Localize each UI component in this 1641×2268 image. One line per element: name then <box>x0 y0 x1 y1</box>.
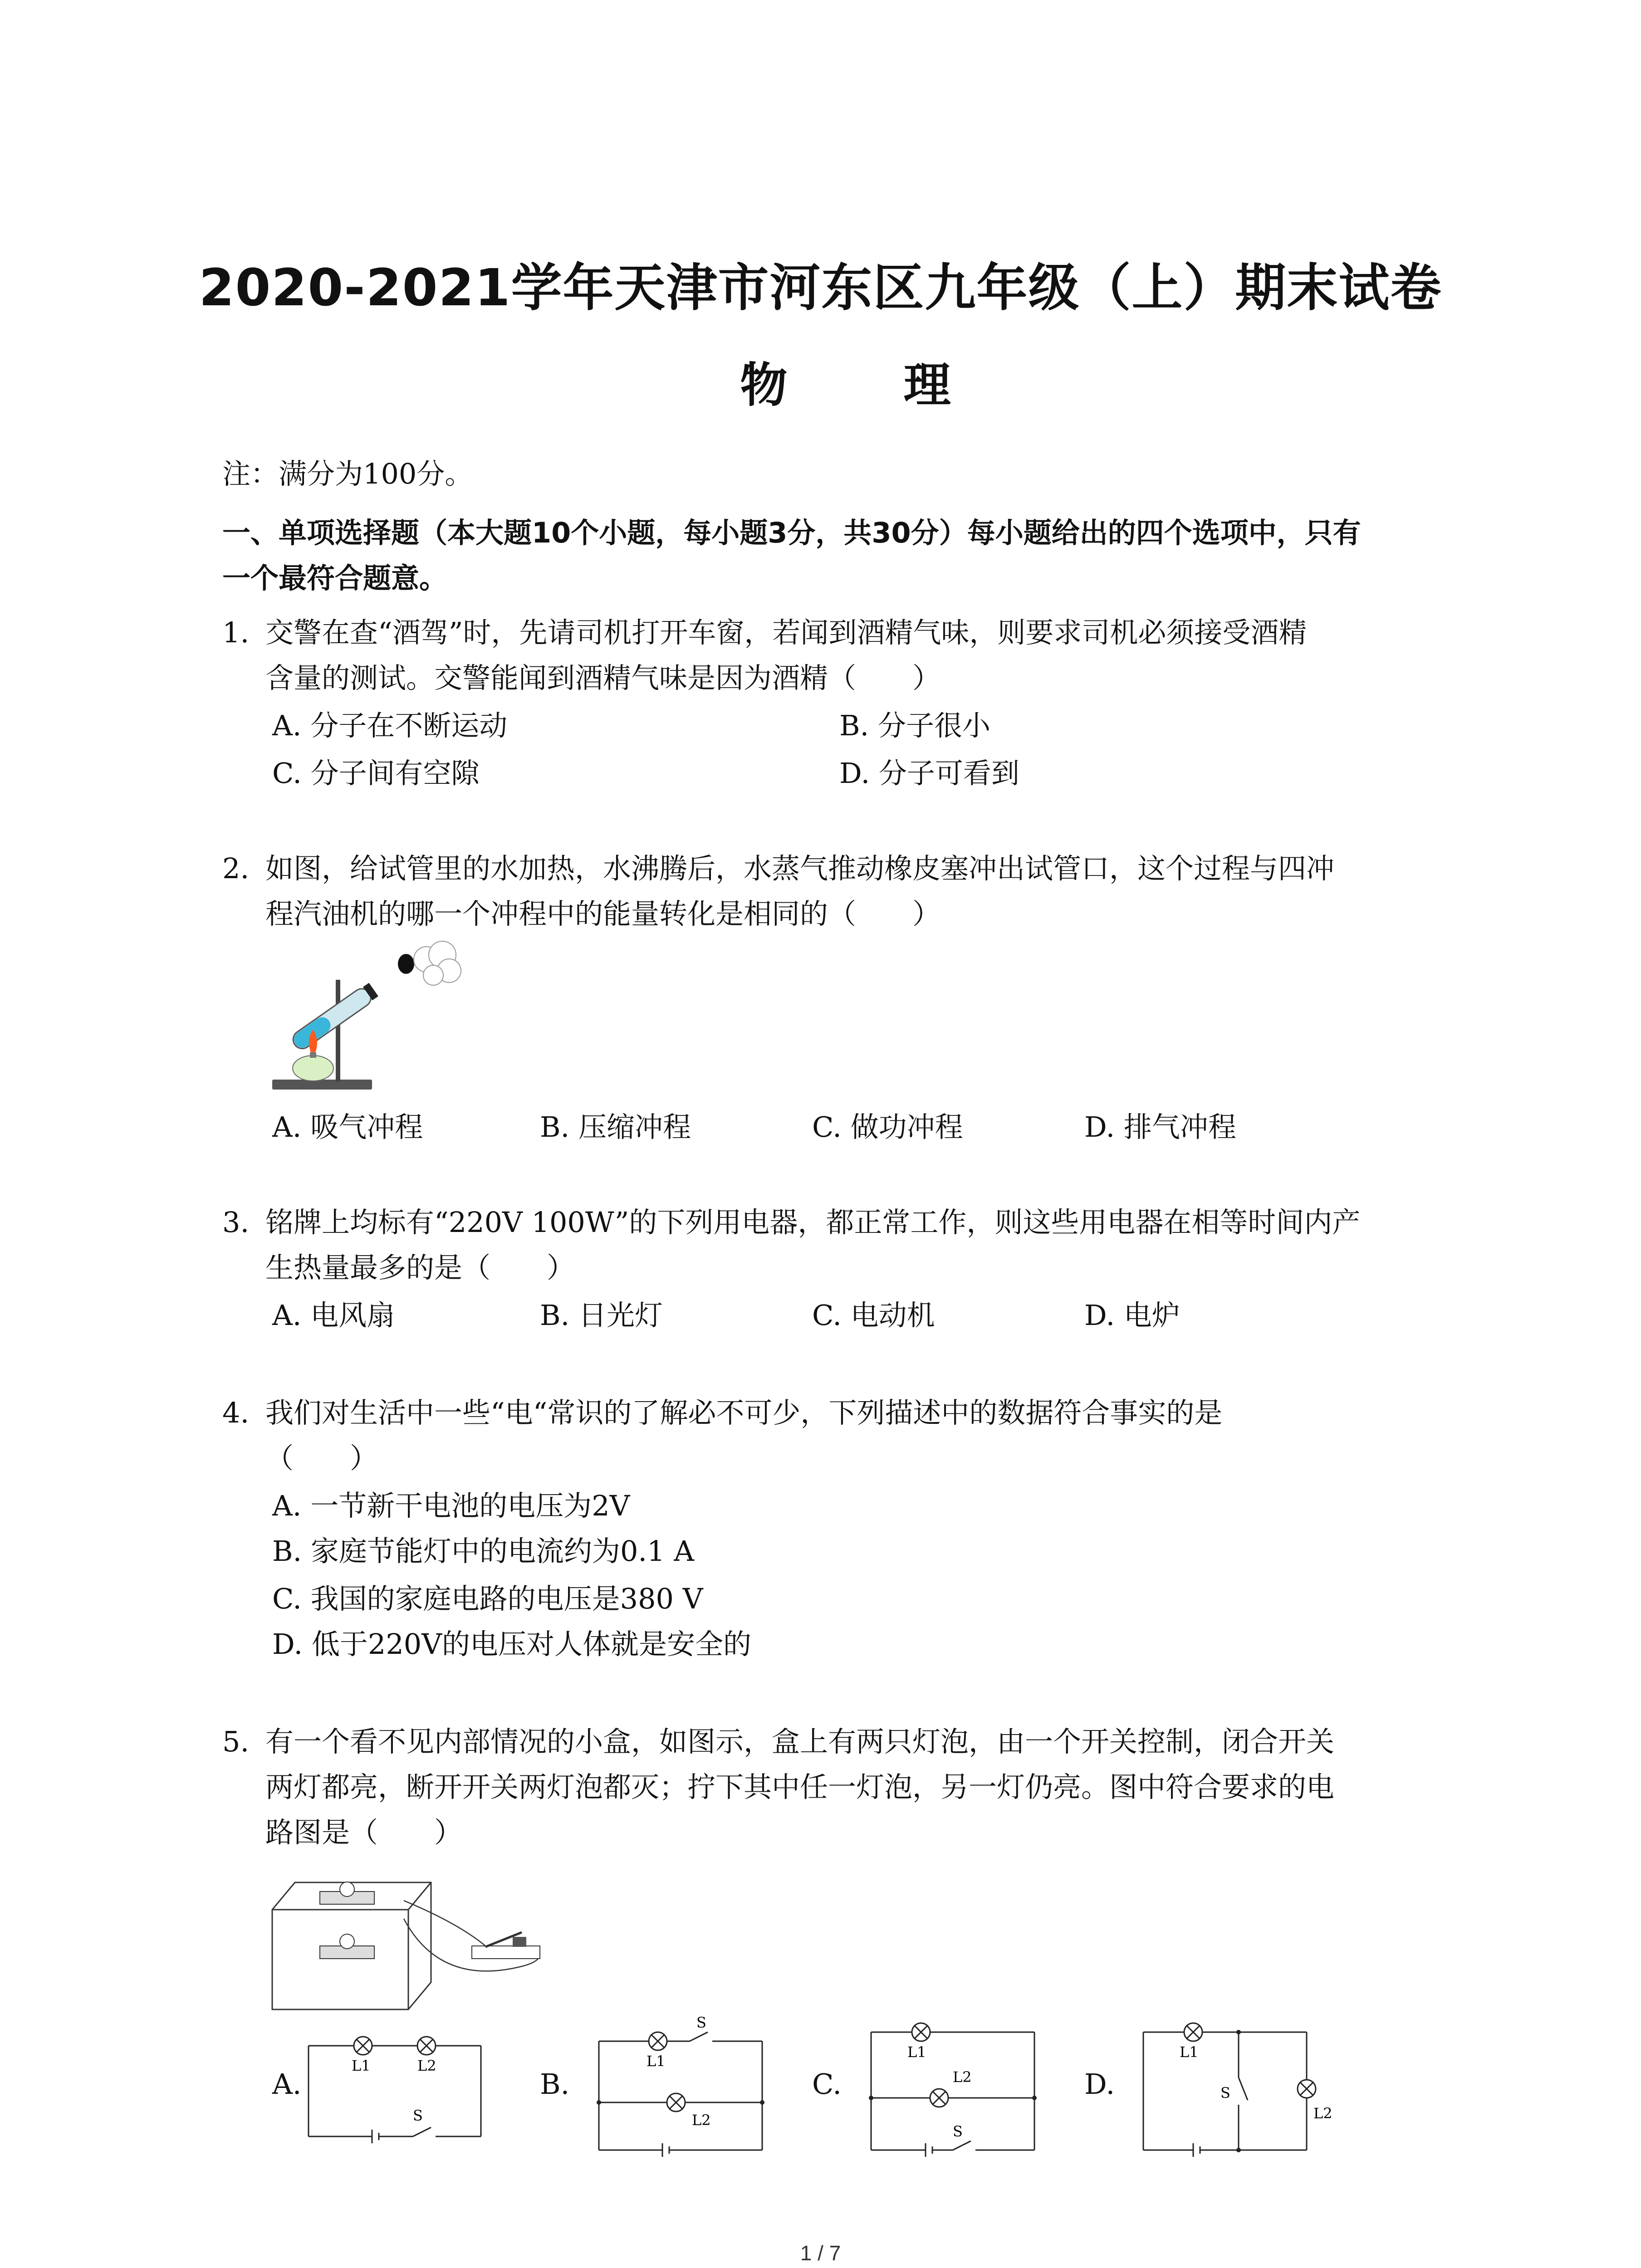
question-number: 1. <box>222 616 250 649</box>
circuit-diagram-c <box>862 2014 1043 2159</box>
label-l1: L1 <box>647 2053 666 2070</box>
label-l2: L2 <box>1313 2105 1332 2122</box>
bulb-box-figure <box>268 1869 558 2014</box>
label-l1: L1 <box>907 2043 926 2061</box>
option-c: C. 分子间有空隙 <box>272 757 480 790</box>
section-heading-line2: 一个最符合题意。 <box>222 562 448 595</box>
option-d: D. 电炉 <box>1084 1299 1180 1332</box>
option-d: D. 分子可看到 <box>839 757 1019 790</box>
question-number: 2. <box>222 852 250 885</box>
option-c: C. 我国的家庭电路的电压是380 V <box>272 1582 703 1615</box>
question-text-line: 有一个看不见内部情况的小盒，如图示，盒上有两只灯泡，由一个开关控制，闭合开关 <box>265 1725 1335 1758</box>
question-text-line: 路图是（ ） <box>265 1816 463 1849</box>
option-b: B. 日光灯 <box>540 1299 663 1332</box>
score-note: 注：满分为100分。 <box>222 457 473 490</box>
label-l1: L1 <box>1180 2043 1199 2061</box>
question-text-line: 交警在查“酒驾”时，先请司机打开车窗，若闻到酒精气味，则要求司机必须接受酒精 <box>265 616 1307 649</box>
label-s: S <box>1220 2084 1230 2102</box>
label-l2: L2 <box>417 2057 436 2074</box>
question-number: 5. <box>222 1725 250 1758</box>
question-number: 4. <box>222 1396 250 1429</box>
label-l1: L1 <box>352 2057 371 2074</box>
option-b: B. 家庭节能灯中的电流约为0.1 A <box>272 1535 695 1568</box>
label-l2: L2 <box>692 2112 711 2129</box>
question-text-line: 铭牌上均标有“220V 100W”的下列用电器，都正常工作，则这些用电器在相等时间内产 <box>265 1206 1361 1239</box>
option-a: A. 一节新干电池的电压为2V <box>272 1489 630 1522</box>
label-s: S <box>953 2123 963 2140</box>
circuit-diagram-d <box>1134 2014 1343 2159</box>
question-text-line: 如图，给试管里的水加热，水沸腾后，水蒸气推动橡皮塞冲出试管口，这个过程与四冲 <box>265 852 1335 885</box>
option-a: A. 分子在不断运动 <box>272 709 508 742</box>
option-a: A. 电风扇 <box>272 1299 395 1332</box>
question-text-line: （ ） <box>265 1442 378 1475</box>
option-c: C. 电动机 <box>812 1299 935 1332</box>
option-d-label: D. <box>1084 2068 1115 2101</box>
question-number: 3. <box>222 1206 250 1239</box>
option-d: D. 低于220V的电压对人体就是安全的 <box>272 1628 752 1661</box>
label-l2: L2 <box>953 2068 972 2086</box>
label-s: S <box>696 2014 706 2031</box>
question-text-line: 程汽油机的哪一个冲程中的能量转化是相同的（ ） <box>265 897 941 930</box>
test-tube-heating-figure <box>268 939 467 1098</box>
option-c: C. 做功冲程 <box>812 1110 963 1144</box>
option-b-label: B. <box>540 2068 570 2101</box>
option-b: B. 分子很小 <box>839 709 990 742</box>
question-text-line: 生热量最多的是（ ） <box>265 1251 575 1284</box>
label-s: S <box>413 2107 423 2124</box>
option-c-label: C. <box>812 2068 842 2101</box>
option-d: D. 排气冲程 <box>1084 1110 1236 1144</box>
option-a-label: A. <box>272 2068 302 2101</box>
section-heading-line1: 一、单项选择题（本大题10个小题，每小题3分，共30分）每小题给出的四个选项中，只有 <box>222 516 1361 549</box>
circuit-diagram-b <box>590 2014 771 2159</box>
option-b: B. 压缩冲程 <box>540 1110 691 1144</box>
question-text-line: 我们对生活中一些“电“常识的了解必不可少，下列描述中的数据符合事实的是 <box>265 1396 1223 1429</box>
circuit-diagram-a <box>299 2014 490 2150</box>
question-text-line: 两灯都亮，断开开关两灯泡都灭；拧下其中任一灯泡，另一灯仍亮。图中符合要求的电 <box>265 1770 1335 1804</box>
subject-title: 物 理 <box>740 357 1001 413</box>
option-a: A. 吸气冲程 <box>272 1110 423 1144</box>
page-number: 1 / 7 <box>800 2241 841 2265</box>
exam-title: 2020-2021学年天津市河东区九年级（上）期末试卷 <box>199 259 1442 318</box>
question-text-line: 含量的测试。交警能闻到酒精气味是因为酒精（ ） <box>265 661 941 694</box>
